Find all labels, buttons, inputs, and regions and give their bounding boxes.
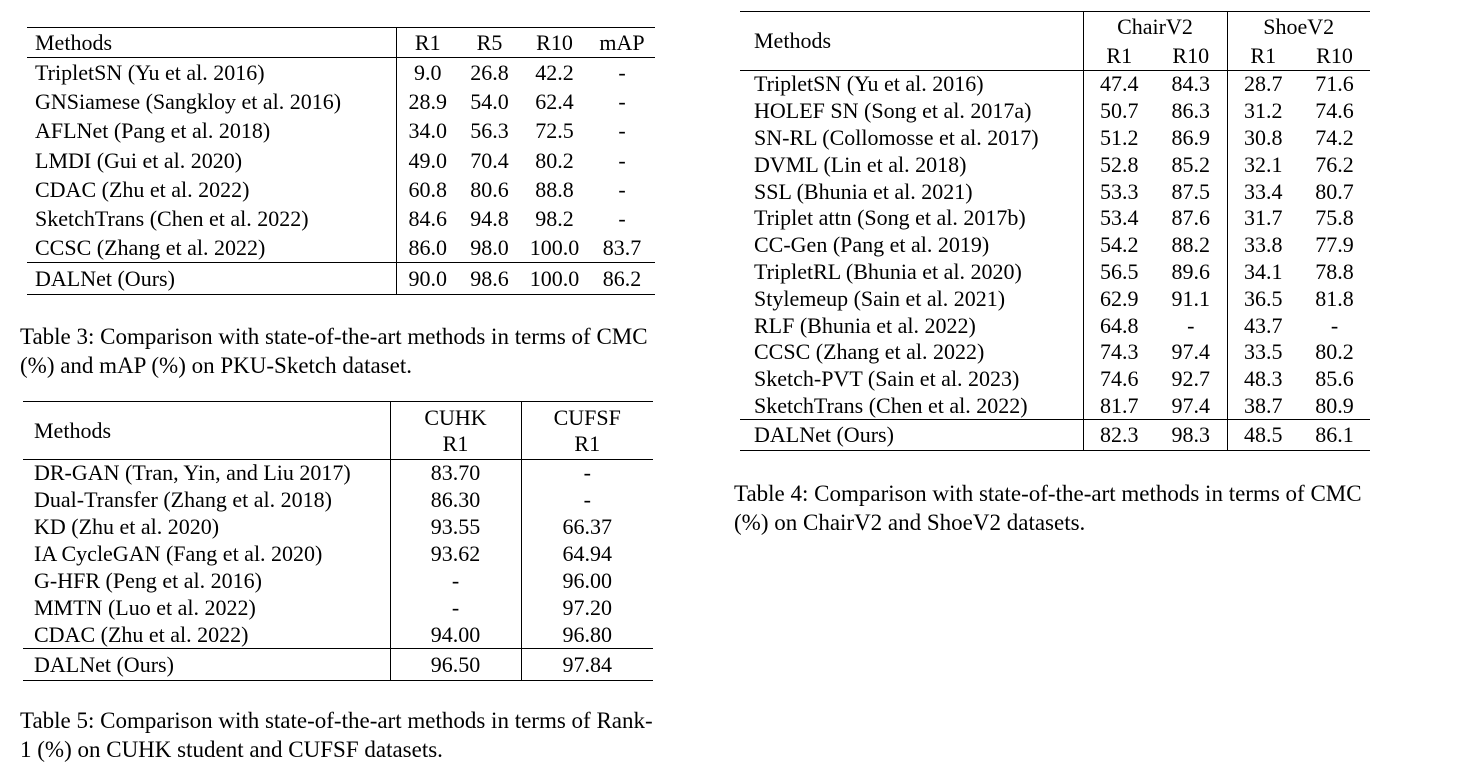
metric-header: mAP — [589, 28, 655, 58]
dataset-header — [390, 402, 521, 460]
metric-value: 33.8 — [1244, 232, 1283, 258]
method-name: KD (Zhu et al. 2020) — [23, 514, 390, 541]
table-row — [23, 460, 653, 487]
metric-value: 98.6 — [459, 263, 520, 295]
method-name: Dual-Transfer (Zhang et al. 2018) — [23, 487, 390, 514]
table-row — [23, 487, 653, 514]
table-row-ours — [23, 649, 653, 681]
table-3-caption: Table 3: Comparison with state-of-the-art methods in terms of CMC (%) and mAP (%) on PKU-Sketch dataset. — [20, 324, 648, 378]
metric-value: 96.50 — [390, 649, 521, 681]
table-row — [740, 285, 1370, 312]
table-row — [27, 58, 655, 88]
metric-value: 86.3 — [1155, 98, 1227, 125]
metric-value: 9.0 — [414, 60, 442, 86]
method-name: RLF (Bhunia et al. 2022) — [740, 312, 1083, 339]
table-row — [27, 233, 655, 263]
metric-value: 96.80 — [562, 621, 612, 647]
metric-value: 80.9 — [1315, 392, 1354, 418]
metric-value: 32.1 — [1244, 151, 1283, 177]
method-name: TripletSN (Yu et al. 2016) — [27, 58, 396, 88]
metric-value: 98.2 — [535, 206, 574, 232]
metric-value: - — [618, 60, 626, 86]
method-name: Stylemeup (Sain et al. 2021) — [740, 285, 1083, 312]
table-row — [740, 151, 1370, 178]
method-name: TripletSN (Yu et al. 2016) — [740, 71, 1083, 98]
table-row — [740, 259, 1370, 286]
metric-value: 98.3 — [1155, 420, 1227, 451]
table-row — [23, 514, 653, 541]
metric-value: 56.5 — [1100, 258, 1139, 284]
metric-value: 86.30 — [390, 487, 521, 514]
table-row — [740, 125, 1370, 152]
method-name: CCSC (Zhang et al. 2022) — [27, 233, 396, 263]
table-row — [740, 339, 1370, 366]
metric-value: - — [618, 89, 626, 115]
table-5 — [23, 401, 653, 681]
metric-value: 36.5 — [1244, 285, 1283, 311]
metric-header: R10 — [1155, 41, 1227, 71]
table-row — [740, 312, 1370, 339]
metric-header: R1 — [442, 430, 469, 456]
metric-value: 87.5 — [1155, 178, 1227, 205]
method-name: SketchTrans (Chen et al. 2022) — [740, 393, 1083, 420]
table-row — [740, 366, 1370, 393]
metric-value: 52.8 — [1100, 151, 1139, 177]
metric-value: 71.6 — [1315, 71, 1354, 97]
table-header-row — [23, 402, 653, 460]
method-name: DR-GAN (Tran, Yin, and Liu 2017) — [23, 460, 390, 487]
table-row — [27, 116, 655, 145]
metric-value: 66.37 — [562, 514, 612, 540]
method-name: DALNet (Ours) — [23, 649, 390, 681]
table-row — [23, 594, 653, 621]
metric-value: 77.9 — [1315, 232, 1354, 258]
table-row — [740, 98, 1370, 125]
metric-value: 97.4 — [1155, 339, 1227, 366]
method-name: AFLNet (Pang et al. 2018) — [27, 116, 396, 145]
metric-value: 94.8 — [470, 206, 509, 232]
metric-value: 94.00 — [390, 621, 521, 648]
metric-value: 51.2 — [1100, 124, 1139, 150]
metric-value: 33.4 — [1244, 178, 1283, 204]
metric-value: 83.7 — [602, 235, 642, 261]
metric-value: - — [618, 118, 626, 144]
metric-value: 76.2 — [1315, 151, 1354, 177]
metric-value: 97.84 — [521, 649, 653, 681]
metric-value: 53.3 — [1100, 178, 1139, 204]
dataset-header — [521, 402, 653, 460]
metric-value: 88.8 — [535, 176, 574, 202]
metric-value: 90.0 — [396, 263, 459, 295]
method-name: CDAC (Zhu et al. 2022) — [23, 621, 390, 648]
metric-value: 54.0 — [470, 89, 509, 115]
method-name: CCSC (Zhang et al. 2022) — [740, 339, 1083, 366]
metric-header: R10 — [1299, 41, 1370, 71]
metric-value: 97.20 — [562, 594, 612, 620]
metric-value: 33.5 — [1244, 339, 1283, 365]
dataset-name: CUFSF — [553, 404, 621, 430]
metric-value: 83.70 — [390, 460, 521, 487]
metric-value: 81.8 — [1315, 285, 1354, 311]
method-name: LMDI (Gui et al. 2020) — [27, 146, 396, 175]
metric-value: 56.3 — [470, 118, 509, 144]
method-name: SN-RL (Collomosse et al. 2017) — [740, 125, 1083, 152]
table-4-caption: Table 4: Comparison with state-of-the-art methods in terms of CMC (%) on ChairV2 and ShoeV2 datasets. — [734, 481, 1362, 535]
method-name: CC-Gen (Pang et al. 2019) — [740, 232, 1083, 259]
metric-value: 86.0 — [408, 235, 447, 261]
table-row — [23, 541, 653, 568]
metric-value: 91.1 — [1155, 285, 1227, 312]
metric-header: R1 — [574, 430, 601, 456]
metric-value: 62.4 — [535, 89, 574, 115]
metric-value: 34.1 — [1244, 258, 1283, 284]
table-row — [740, 232, 1370, 259]
metric-value: 43.7 — [1244, 312, 1283, 338]
metric-value: 100.0 — [520, 263, 589, 295]
table-4 — [740, 11, 1370, 451]
metric-value: 34.0 — [408, 118, 447, 144]
metric-value: 54.2 — [1100, 232, 1139, 258]
metric-value: 84.6 — [408, 206, 447, 232]
metric-value: 70.4 — [470, 147, 509, 173]
metric-value: 48.3 — [1244, 366, 1283, 392]
method-name: Triplet attn (Song et al. 2017b) — [740, 205, 1083, 232]
metric-header: R5 — [459, 28, 520, 58]
methods-header: Methods — [23, 402, 390, 460]
metric-value: 48.5 — [1227, 420, 1299, 451]
metric-value: 74.6 — [1315, 98, 1354, 124]
metric-value: 74.2 — [1315, 124, 1354, 150]
metric-value: 80.7 — [1315, 178, 1354, 204]
metric-value: 62.9 — [1100, 285, 1139, 311]
table-row — [27, 204, 655, 233]
method-name: IA CycleGAN (Fang et al. 2020) — [23, 541, 390, 568]
metric-value: - — [618, 206, 626, 232]
metric-value: 85.6 — [1315, 366, 1354, 392]
metric-value: 86.1 — [1299, 420, 1370, 451]
metric-value: 30.8 — [1244, 124, 1283, 150]
method-name: DALNet (Ours) — [27, 263, 396, 295]
table-header-row — [27, 28, 655, 58]
metric-value: 88.2 — [1155, 232, 1227, 259]
metric-value: - — [583, 487, 591, 513]
metric-value: 75.8 — [1315, 205, 1354, 231]
method-name: DALNet (Ours) — [740, 420, 1083, 451]
method-name: SSL (Bhunia et al. 2021) — [740, 178, 1083, 205]
metric-value: 84.3 — [1155, 71, 1227, 98]
metric-value: - — [618, 176, 626, 202]
dataset-name: CUHK — [424, 404, 487, 430]
method-name: GNSiamese (Sangkloy et al. 2016) — [27, 87, 396, 116]
metric-value: 98.0 — [470, 235, 509, 261]
metric-value: 93.62 — [390, 541, 521, 568]
table-row — [23, 568, 653, 595]
methods-header: Methods — [740, 12, 1083, 71]
table-row — [23, 621, 653, 648]
metric-value: 86.2 — [589, 263, 655, 295]
metric-header: R1 — [1227, 41, 1299, 71]
metric-value: 97.4 — [1155, 393, 1227, 420]
metric-header: R1 — [396, 28, 459, 58]
metric-value: - — [1330, 312, 1339, 338]
metric-value: 86.9 — [1155, 125, 1227, 152]
metric-value: 81.7 — [1100, 392, 1139, 418]
dataset-header: ShoeV2 — [1227, 12, 1370, 42]
metric-value: 38.7 — [1244, 392, 1283, 418]
metric-header: R1 — [1083, 41, 1155, 71]
metric-value: - — [390, 594, 521, 621]
metric-value: - — [390, 568, 521, 595]
metric-value: 80.2 — [1315, 339, 1354, 365]
table-row — [740, 71, 1370, 98]
metric-value: 87.6 — [1155, 205, 1227, 232]
table-row — [740, 178, 1370, 205]
metric-value: 78.8 — [1315, 258, 1354, 284]
metric-value: 80.2 — [535, 147, 574, 173]
metric-value: 92.7 — [1155, 366, 1227, 393]
metric-value: 60.8 — [408, 176, 447, 202]
metric-value: 85.2 — [1155, 151, 1227, 178]
metric-value: 42.2 — [535, 60, 574, 86]
metric-value: 89.6 — [1155, 259, 1227, 286]
method-name: SketchTrans (Chen et al. 2022) — [27, 204, 396, 233]
methods-header: Methods — [27, 28, 396, 58]
metric-value: 93.55 — [390, 514, 521, 541]
metric-value: 31.2 — [1244, 98, 1283, 124]
metric-value: 50.7 — [1100, 98, 1139, 124]
metric-value: 53.4 — [1100, 205, 1139, 231]
metric-value: 64.8 — [1100, 312, 1139, 338]
method-name: HOLEF SN (Song et al. 2017a) — [740, 98, 1083, 125]
metric-value: 80.6 — [470, 176, 509, 202]
metric-header: R10 — [520, 28, 589, 58]
table-row — [27, 146, 655, 175]
metric-value: 64.94 — [562, 541, 612, 567]
metric-value: 31.7 — [1244, 205, 1283, 231]
table-row — [740, 393, 1370, 420]
metric-value: 28.9 — [408, 89, 447, 115]
metric-value: - — [618, 147, 626, 173]
method-name: Sketch-PVT (Sain et al. 2023) — [740, 366, 1083, 393]
table-row-ours — [740, 420, 1370, 451]
method-name: TripletRL (Bhunia et al. 2020) — [740, 259, 1083, 286]
table-row — [27, 87, 655, 116]
metric-value: 49.0 — [408, 147, 447, 173]
metric-value: 47.4 — [1100, 71, 1139, 97]
metric-value: 28.7 — [1244, 71, 1283, 97]
method-name: DVML (Lin et al. 2018) — [740, 151, 1083, 178]
metric-value: 82.3 — [1083, 420, 1155, 451]
method-name: MMTN (Luo et al. 2022) — [23, 594, 390, 621]
metric-value: 72.5 — [535, 118, 574, 144]
metric-value: 74.3 — [1100, 339, 1139, 365]
table-row — [740, 205, 1370, 232]
table-row — [27, 175, 655, 204]
metric-value: - — [583, 460, 591, 486]
table-header-row — [740, 12, 1370, 42]
dataset-header: ChairV2 — [1083, 12, 1227, 42]
table-row-ours — [27, 263, 655, 295]
metric-value: 96.00 — [562, 568, 612, 593]
method-name: G-HFR (Peng et al. 2016) — [23, 568, 390, 595]
table-5-caption: Table 5: Comparison with state-of-the-art methods in terms of Rank-1 (%) on CUHK student and CUFSF datasets. — [20, 708, 653, 762]
metric-value: 100.0 — [529, 235, 580, 261]
method-name: CDAC (Zhu et al. 2022) — [27, 175, 396, 204]
metric-value: 26.8 — [470, 60, 509, 86]
table-3 — [27, 27, 655, 295]
metric-value: - — [1155, 312, 1227, 339]
metric-value: 74.6 — [1100, 366, 1139, 392]
